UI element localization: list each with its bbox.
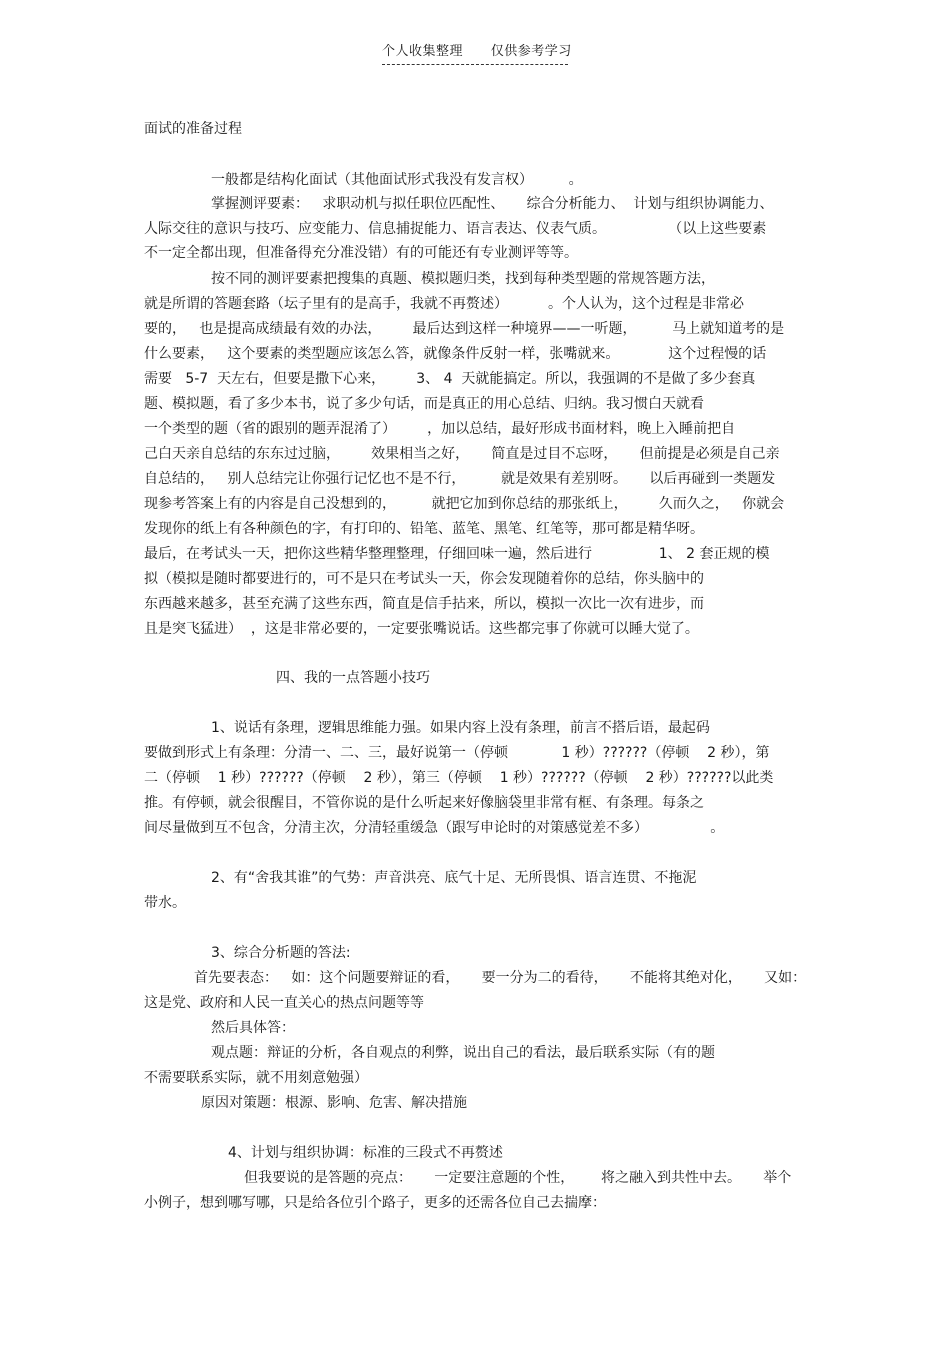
text-line: 要的， 也是提高成绩最有效的办法， 最后达到这样一种境界——一听题， 马上就知道考的是 [144,321,785,337]
text-line: 要做到形式上有条理：分清一、二、三，最好说第一（停顿 1 秒）??????（停顿 2 秒），第 [144,745,770,761]
text-line: 什么要素， 这个要素的类型题应该怎么答，就像条件反射一样，张嘴就来。 这个过程慢的话 [144,346,767,362]
text-line: 首先要表态： 如：这个问题要辩证的看， 要一分为二的看待， 不能将其绝对化， 又如： [194,970,807,986]
text-line: 2、有“舍我其谁”的气势：声音洪亮、底气十足、无所畏惧、语言连贯、不拖泥 [211,870,697,886]
text-line: 人际交往的意识与技巧、应变能力、信息捕捉能力、语言表达、仪表气质。 （以上这些要素 [144,221,767,237]
text-line: 间尽量做到互不包含，分清主次，分清轻重缓急（跟写申论时的对策感觉差不多） 。 [144,820,725,836]
text-line: 且是突飞猛进） ，这是非常必要的，一定要张嘴说话。这些都完事了你就可以睡大觉了。 [144,621,699,637]
text-line: 原因对策题：根源、影响、危害、解决措施 [201,1095,467,1111]
text-line: 4、计划与组织协调：标准的三段式不再赘述 [228,1145,503,1161]
text-line: 带水。 [144,895,186,911]
text-line: 一个类型的题（省的跟别的题弄混淆了） ，加以总结，最好形成书面材料，晚上入睡前把自 [144,421,736,437]
text-line: 就是所谓的答题套路（坛子里有的是高手，我就不再赘述） 。个人认为，这个过程是非常必 [144,296,745,312]
text-line: 需要 5-7 天左右，但要是撒下心来， 3、 4 天就能搞定。所以，我强调的不是做了多少套真 [144,371,756,387]
section-heading: 四、我的一点答题小技巧 [276,670,430,686]
text-line: 不需要联系实际，就不用刻意勉强） [144,1070,368,1086]
text-line: 二（停顿 1 秒）??????（停顿 2 秒），第三（停顿 1 秒）??????（停顿 2 秒）??????以此类 [144,770,774,786]
text-line: 但我要说的是答题的亮点： 一定要注意题的个性， 将之融入到共性中去。 举个 [244,1170,792,1186]
text-line: 一般都是结构化面试（其他面试形式我没有发言权） 。 [211,172,583,188]
text-line: 己白天亲自总结的东东过过脑， 效果相当之好， 简直是过目不忘呀， 但前提是必须是自己亲 [144,446,780,462]
text-line: 自总结的， 别人总结完让你强行记忆也不是不行， 就是效果有差别呀。 以后再碰到一类题发 [144,471,776,487]
text-line: 这是党、政府和人民一直关心的热点问题等等 [144,995,424,1011]
text-line: 小例子，想到哪写哪，只是给各位引个路子，更多的还需各位自己去揣摩： [144,1195,606,1211]
text-line: 不一定全都出现，但准备得充分准没错）有的可能还有专业测评等等。 [144,245,578,261]
text-line: 3、综合分析题的答法: [211,945,351,961]
text-line: 1、说话有条理，逻辑思维能力强。如果内容上没有条理，前言不搭后语，最起码 [211,720,710,736]
document-title: 面试的准备过程 [144,121,242,137]
text-line: 发现你的纸上有各种颜色的字，有打印的、铅笔、蓝笔、黑笔、红笔等，那可都是精华呀。 [144,521,704,537]
text-line: 现参考答案上有的内容是自己没想到的， 就把它加到你总结的那张纸上， 久而久之， 你就会 [144,496,785,512]
text-line: 东西越来越多，甚至充满了这些东西，简直是信手拈来，所以，模拟一次比一次有进步，而 [144,596,704,612]
text-line: 掌握测评要素： 求职动机与拟任职位匹配性、 综合分析能力、 计划与组织协调能力、 [211,196,774,212]
text-line: 观点题：辩证的分析，各自观点的利弊，说出自己的看法，最后联系实际（有的题 [211,1045,715,1061]
text-line: 推。有停顿，就会很醒目，不管你说的是什么听起来好像脑袋里非常有框、有条理。每条之 [144,795,704,811]
text-line: 最后，在考试头一天，把你这些精华整理整理，仔细回味一遍，然后进行 1、 2 套正规的模 [144,546,770,562]
text-line: 按不同的测评要素把搜集的真题、模拟题归类，找到每种类型题的常规答题方法， [211,271,715,287]
text-line: 然后具体答： [211,1020,295,1036]
page-header: 个人收集整理 仅供参考学习 [382,40,568,65]
text-line: 题、模拟题，看了多少本书，说了多少句话，而是真正的用心总结、归纳。我习惯白天就看 [144,396,704,412]
text-line: 拟（模拟是随时都要进行的，可不是只在考试头一天，你会发现随着你的总结，你头脑中的 [144,571,704,587]
